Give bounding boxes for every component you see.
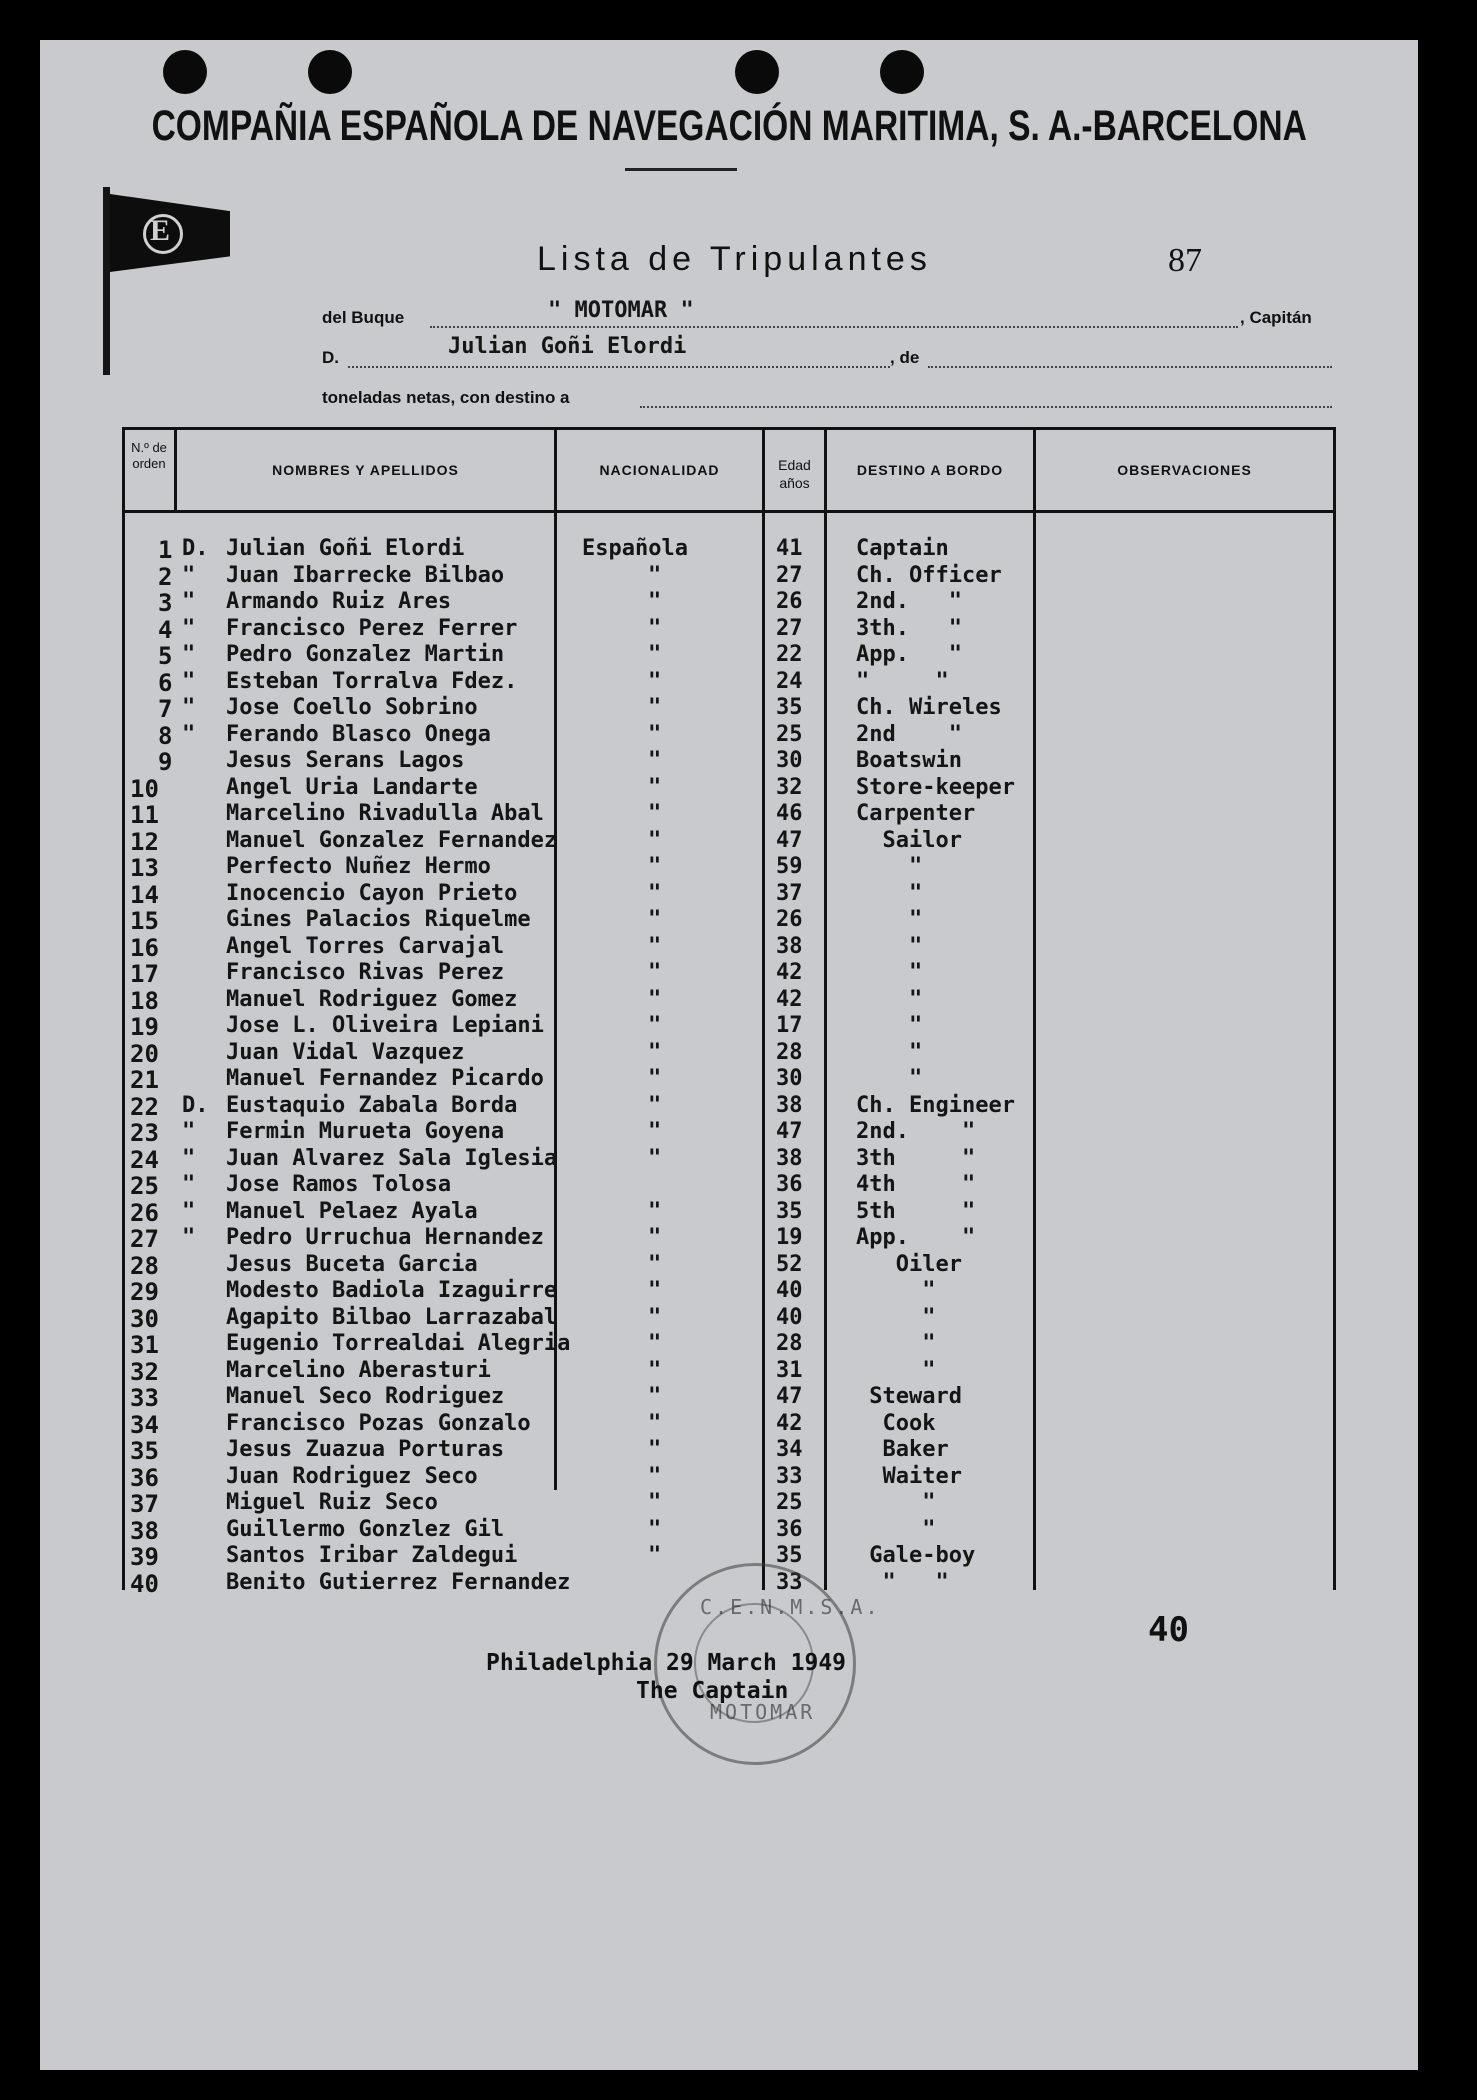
crew-name: Guillermo Gonzlez Gil [226,1517,505,1542]
crew-role: " [856,1066,923,1091]
row-number: 3 [158,589,173,617]
row-number: 11 [130,801,159,829]
table-left-border [122,430,125,1590]
header-observations: OBSERVACIONES [1117,462,1252,478]
crew-name: Juan Ibarrecke Bilbao [226,563,505,588]
crew-age: 38 [776,1146,803,1171]
crew-name: Jesus Zuazua Porturas [226,1437,505,1462]
crew-nationality: " [648,934,662,959]
buque-label: del Buque [322,308,405,327]
row-prefix: " [182,1225,196,1250]
row-number: 31 [130,1331,159,1359]
stamp-text-top: C.E.N.M.S.A. [700,1595,881,1619]
crew-role: 2nd. " [856,1119,976,1144]
crew-role: " [856,1358,936,1383]
row-number: 25 [130,1172,159,1200]
crew-age: 22 [776,642,803,667]
company-name: COMPAÑIA ESPAÑOLA DE NAVEGACIÓN MARITIMA, S. A.-BARCELONA [151,102,1307,150]
crew-nationality: " [648,616,662,641]
crew-name: Juan Vidal Vazquez [226,1040,465,1065]
crew-nationality: Española [582,536,688,561]
crew-role: Waiter [856,1464,962,1489]
crew-name: Manuel Pelaez Ayala [226,1199,478,1224]
row-prefix: " [182,642,196,667]
crew-age: 30 [776,748,803,773]
crew-role: Ch. Officer [856,563,1002,588]
crew-role: " [856,1517,936,1542]
punch-hole [880,50,924,94]
crew-role: 5th " [856,1199,976,1224]
crew-role: " [856,1013,923,1038]
row-number: 20 [130,1040,159,1068]
crew-name: Jesus Buceta Garcia [226,1252,478,1277]
crew-role: Gale-boy [856,1543,976,1568]
crew-nationality: " [648,1225,662,1250]
crew-name: Jose Coello Sobrino [226,695,478,720]
row-prefix: " [182,669,196,694]
crew-name: Fermin Murueta Goyena [226,1119,505,1144]
crew-age: 17 [776,1013,803,1038]
header-name: NOMBRES Y APELLIDOS [272,462,459,478]
crew-role: 2nd " [856,722,962,747]
punch-hole [735,50,779,94]
row-number: 13 [130,854,159,882]
crew-nationality: " [648,1305,662,1330]
crew-nationality: " [648,828,662,853]
crew-role: Boatswin [856,748,962,773]
crew-age: 40 [776,1305,803,1330]
ship-name: " MOTOMAR " [548,298,694,323]
crew-nationality: " [648,669,662,694]
crew-name: Agapito Bilbao Larrazabal [226,1305,558,1330]
signature-line: The Captain [636,1678,789,1704]
crew-age: 47 [776,828,803,853]
crew-nationality: " [648,748,662,773]
crew-name: Perfecto Nuñez Hermo [226,854,491,879]
crew-age: 30 [776,1066,803,1091]
crew-name: Julian Goñi Elordi [226,536,465,561]
crew-age: 40 [776,1278,803,1303]
crew-age: 35 [776,1543,803,1568]
row-prefix: D. [182,1093,209,1118]
crew-name: Jose L. Oliveira Lepiani [226,1013,544,1038]
row-number: 40 [130,1570,159,1598]
crew-age: 36 [776,1172,803,1197]
crew-name: Pedro Urruchua Hernandez [226,1225,544,1250]
buque-line [430,326,1238,328]
crew-role: " [856,1278,936,1303]
row-number: 32 [130,1358,159,1386]
crew-nationality: " [648,1464,662,1489]
crew-age: 38 [776,934,803,959]
list-number: 87 [1168,242,1202,279]
destination-line [640,406,1332,408]
row-prefix: " [182,1199,196,1224]
crew-age: 35 [776,695,803,720]
crew-age: 36 [776,1517,803,1542]
row-prefix: " [182,589,196,614]
crew-nationality: " [648,960,662,985]
crew-age: 37 [776,881,803,906]
crew-age: 31 [776,1358,803,1383]
crew-name: Gines Palacios Riquelme [226,907,531,932]
crew-age: 28 [776,1040,803,1065]
row-prefix: D. [182,536,209,561]
table-right-border [1333,430,1336,1590]
crew-role: 4th " [856,1172,976,1197]
crew-nationality: " [648,987,662,1012]
crew-nationality: " [648,695,662,720]
crew-name: Jesus Serans Lagos [226,748,465,773]
row-prefix: " [182,1119,196,1144]
crew-name: Francisco Perez Ferrer [226,616,518,641]
col-divider [762,430,765,1590]
crew-nationality: " [648,1331,662,1356]
row-number: 30 [130,1305,159,1333]
row-number: 36 [130,1464,159,1492]
row-number: 10 [130,775,159,803]
title-divider [625,168,737,171]
row-number: 28 [130,1252,159,1280]
crew-name: Francisco Rivas Perez [226,960,505,985]
crew-nationality: " [648,1119,662,1144]
crew-nationality: " [648,1146,662,1171]
row-prefix: " [182,1172,196,1197]
crew-age: 35 [776,1199,803,1224]
punch-hole [163,50,207,94]
row-number: 24 [130,1146,159,1174]
crew-role: Baker [856,1437,949,1462]
row-number: 4 [158,616,173,644]
crew-nationality: " [648,1411,662,1436]
crew-name: Miguel Ruiz Seco [226,1490,438,1515]
crew-age: 27 [776,616,803,641]
crew-name: Inocencio Cayon Prieto [226,881,518,906]
crew-age: 42 [776,1411,803,1436]
crew-role: Steward [856,1384,962,1409]
crew-age: 34 [776,1437,803,1462]
row-number: 39 [130,1543,159,1571]
place-date: Philadelphia 29 March 1949 [486,1650,847,1676]
row-number: 14 [130,881,159,909]
crew-nationality: " [648,1358,662,1383]
crew-name: Jose Ramos Tolosa [226,1172,452,1197]
row-number: 12 [130,828,159,856]
crew-role: 3th. " [856,616,962,641]
row-number: 37 [130,1490,159,1518]
row-prefix: " [182,695,196,720]
col-divider [824,430,827,1590]
row-number: 9 [158,748,173,776]
row-number: 33 [130,1384,159,1412]
table-header-border [122,510,1336,513]
crew-name: Angel Torres Carvajal [226,934,505,959]
crew-age: 19 [776,1225,803,1250]
crew-age: 38 [776,1093,803,1118]
crew-name: Marcelino Rivadulla Abal [226,801,544,826]
crew-age: 59 [776,854,803,879]
crew-age: 52 [776,1252,803,1277]
row-number: 34 [130,1411,159,1439]
crew-role: Sailor [856,828,962,853]
crew-nationality: " [648,1066,662,1091]
crew-name: Eustaquio Zabala Borda [226,1093,518,1118]
row-number: 19 [130,1013,159,1041]
crew-age: 33 [776,1570,803,1595]
crew-age: 33 [776,1464,803,1489]
crew-age: 25 [776,1490,803,1515]
crew-age: 41 [776,536,803,561]
row-number: 23 [130,1119,159,1147]
crew-role: " [856,881,923,906]
table-top-border [122,427,1336,430]
row-number: 22 [130,1093,159,1121]
row-number: 1 [158,536,173,564]
crew-nationality: " [648,1252,662,1277]
flag-pole [103,187,110,375]
crew-name: Manuel Rodriguez Gomez [226,987,518,1012]
crew-role: " [856,854,923,879]
crew-role: Cook [856,1411,936,1436]
crew-name: Francisco Pozas Gonzalo [226,1411,531,1436]
crew-name: Benito Gutierrez Fernandez [226,1570,571,1595]
punch-hole [308,50,352,94]
crew-role: Oiler [856,1252,962,1277]
row-prefix: " [182,1146,196,1171]
crew-age: 28 [776,1331,803,1356]
row-number: 27 [130,1225,159,1253]
crew-nationality: " [648,1437,662,1462]
captain-line [348,366,890,368]
row-prefix: " [182,563,196,588]
crew-name: Eugenio Torrealdai Alegria [226,1331,571,1356]
crew-role: App. " [856,642,962,667]
crew-nationality: " [648,589,662,614]
crew-role: " [856,1040,923,1065]
row-number: 6 [158,669,173,697]
crew-role: " [856,907,923,932]
crew-role: " [856,960,923,985]
col-divider [1033,430,1036,1590]
crew-name: Juan Alvarez Sala Iglesia [226,1146,558,1171]
row-prefix: " [182,616,196,641]
crew-role: " [856,1490,936,1515]
crew-nationality: " [648,881,662,906]
row-number: 21 [130,1066,159,1094]
crew-nationality: " [648,907,662,932]
capitan-label: , Capitán [1240,308,1312,327]
crew-age: 26 [776,907,803,932]
crew-nationality: " [648,1093,662,1118]
crew-age: 47 [776,1119,803,1144]
toneladas-label: toneladas netas, con destino a [322,388,570,407]
crew-role: " [856,1305,936,1330]
crew-name: Manuel Gonzalez Fernandez [226,828,558,853]
row-number: 15 [130,907,159,935]
crew-name: Angel Uria Landarte [226,775,478,800]
crew-nationality: " [648,1384,662,1409]
origin-line [928,366,1332,368]
row-number: 38 [130,1517,159,1545]
list-title: Lista de Tripulantes [537,240,932,278]
crew-name: Manuel Fernandez Picardo [226,1066,544,1091]
crew-name: Pedro Gonzalez Martin [226,642,505,667]
crew-role: 2nd. " [856,589,962,614]
crew-nationality: " [648,1013,662,1038]
crew-nationality: " [648,722,662,747]
crew-name: Santos Iribar Zaldegui [226,1543,518,1568]
row-prefix: " [182,722,196,747]
crew-name: Ferando Blasco Onega [226,722,491,747]
captain-name: Julian Goñi Elordi [448,334,687,359]
crew-role: " [856,1331,936,1356]
crew-nationality: " [648,854,662,879]
crew-age: 32 [776,775,803,800]
header-num: N.º de orden [131,440,167,471]
crew-role: Store-keeper [856,775,1015,800]
header-age: Edad años [778,457,811,491]
crew-nationality: " [648,1040,662,1065]
crew-role: Ch. Wireles [856,695,1002,720]
crew-nationality: " [648,563,662,588]
crew-role: " [856,987,923,1012]
flag-letter: E [150,214,171,247]
crew-nationality: " [648,775,662,800]
crew-name: Modesto Badiola Izaguirre [226,1278,558,1303]
row-number: 2 [158,563,173,591]
crew-nationality: " [648,642,662,667]
row-number: 35 [130,1437,159,1465]
crew-age: 42 [776,960,803,985]
crew-nationality: " [648,801,662,826]
crew-age: 27 [776,563,803,588]
row-number: 5 [158,642,173,670]
crew-nationality: " [648,1543,662,1568]
crew-age: 47 [776,1384,803,1409]
crew-role: Captain [856,536,949,561]
crew-age: 42 [776,987,803,1012]
stamp-text-bottom: MOTOMAR [710,1700,816,1724]
header-nationality: NACIONALIDAD [599,462,720,478]
crew-name: Juan Rodriguez Seco [226,1464,478,1489]
crew-age: 24 [776,669,803,694]
crew-nationality: " [648,1278,662,1303]
crew-role: Ch. Engineer [856,1093,1015,1118]
crew-age: 26 [776,589,803,614]
row-number: 26 [130,1199,159,1227]
crew-nationality: " [648,1517,662,1542]
crew-name: Esteban Torralva Fdez. [226,669,518,694]
crew-role: Carpenter [856,801,976,826]
crew-name: Manuel Seco Rodriguez [226,1384,505,1409]
crew-role: 3th " [856,1146,976,1171]
row-number: 8 [158,722,173,750]
crew-nationality: " [648,1490,662,1515]
d-label: D. [322,348,339,367]
de-label: , de [890,348,920,367]
header-destination: DESTINO A BORDO [856,462,1004,478]
row-number: 29 [130,1278,159,1306]
crew-name: Armando Ruiz Ares [226,589,452,614]
row-number: 16 [130,934,159,962]
crew-age: 25 [776,722,803,747]
row-number: 18 [130,987,159,1015]
crew-role: " " [856,669,949,694]
crew-age: 46 [776,801,803,826]
crew-role: " [856,934,923,959]
crew-nationality: " [648,1199,662,1224]
row-number: 7 [158,695,173,723]
crew-name: Marcelino Aberasturi [226,1358,491,1383]
crew-role: App. " [856,1225,976,1250]
total-count: 40 [1148,1610,1189,1650]
row-number: 17 [130,960,159,988]
crew-role: " " [856,1570,949,1595]
